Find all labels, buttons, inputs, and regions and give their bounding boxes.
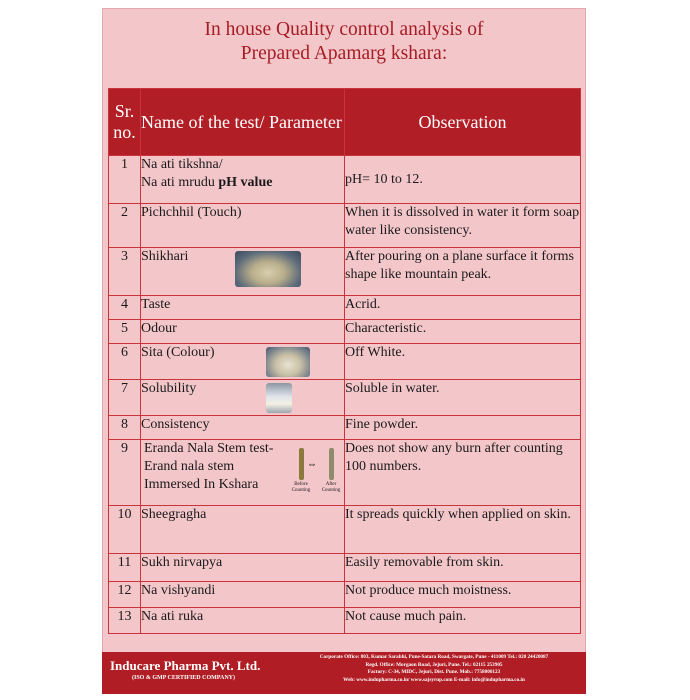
test-name: Na vishyandi	[141, 582, 345, 608]
title-line-1: In house Quality control analysis of	[204, 19, 484, 40]
row-number: 1	[109, 156, 141, 204]
table-row	[109, 554, 581, 582]
row-number: 8	[109, 416, 141, 440]
table-row	[109, 204, 581, 248]
observation: After pouring on a plane surface it forms shape like mountain peak.	[345, 248, 581, 296]
after-caption: After Counting	[321, 482, 341, 493]
test-name: Na ati ruka	[141, 608, 345, 634]
observation: Easily removable from skin.	[345, 554, 581, 582]
observation: Not produce much moistness.	[345, 582, 581, 608]
test-name: Taste	[141, 296, 345, 320]
observation: Characteristic.	[345, 320, 581, 344]
test-name-label: Solubility	[141, 381, 197, 396]
test-name	[141, 248, 345, 296]
row-number: 13	[109, 608, 141, 634]
row-number: 9	[109, 440, 141, 506]
test-name-line: Na ati tikshna/	[141, 157, 223, 172]
row-number: 12	[109, 582, 141, 608]
test-name: Pichchhil (Touch)	[141, 204, 345, 248]
table-row	[109, 296, 581, 320]
shikhari-photo	[235, 251, 301, 287]
stem-before-image	[299, 448, 304, 480]
test-name-part: Na ati mrudu	[141, 175, 215, 190]
table-header-row	[109, 89, 581, 156]
ph-value-label: pH value	[218, 175, 273, 190]
observation: Does not show any burn after counting 100 numbers.	[345, 440, 581, 506]
row-number: 10	[109, 506, 141, 554]
observation: Fine powder.	[345, 416, 581, 440]
test-name-line-2	[141, 174, 344, 192]
row-number: 2	[109, 204, 141, 248]
table-row	[109, 248, 581, 296]
regd-office: Regd. Office: Morgaon Road, Jejuri, Pune. Tel.: 02115 253905	[365, 661, 503, 668]
test-name: Sheegragha	[141, 506, 345, 554]
test-name-label: Sita (Colour)	[141, 345, 215, 360]
factory-address: Factory: C-34, MIDC, Jejuri, Dist. Pune. Mob.: 7758000123	[367, 669, 501, 676]
row-number: 7	[109, 380, 141, 416]
row-number: 3	[109, 248, 141, 296]
table-row	[109, 344, 581, 380]
test-name: Sukh nirvapya	[141, 554, 345, 582]
test-name-label: Shikhari	[141, 249, 189, 264]
test-name	[141, 156, 345, 204]
row-number: 4	[109, 296, 141, 320]
test-name-line: Eranda Nala Stem test-	[144, 441, 274, 456]
company-name: Inducare Pharma Pvt. Ltd.	[110, 658, 261, 673]
test-name	[141, 344, 345, 380]
table-row	[109, 156, 581, 204]
header-name: Name of the test/ Parameter	[141, 89, 345, 156]
row-number: 11	[109, 554, 141, 582]
table-row	[109, 320, 581, 344]
observation: Acrid.	[345, 296, 581, 320]
observation: pH= 10 to 12.	[345, 156, 581, 204]
test-name: Odour	[141, 320, 345, 344]
corporate-office: Corporate Office: 803, Kumar Sarabhi, Pune-Satara Road, Swargate, Pune - 411009 Tel.: 020 24420087	[319, 654, 549, 660]
observation: Not cause much pain.	[345, 608, 581, 634]
test-name-line-2: Erand nala stem	[144, 459, 235, 474]
footer	[102, 652, 586, 694]
web-email: Web: www.indupharma.co.in/ www.sajsyrup.com E-mail: info@indupharma.co.in	[343, 676, 525, 683]
qc-table	[108, 88, 581, 634]
sita-colour-photo	[266, 347, 310, 377]
row-number: 5	[109, 320, 141, 344]
test-name	[141, 440, 345, 506]
solubility-photo	[266, 383, 292, 413]
table-row	[109, 416, 581, 440]
header-observation: Observation	[345, 89, 581, 156]
observation: Soluble in water.	[345, 380, 581, 416]
before-caption: Before Counting	[291, 482, 311, 493]
observation: Off White.	[345, 344, 581, 380]
stem-after-image	[329, 448, 334, 480]
poster	[102, 8, 586, 694]
table-row	[109, 440, 581, 506]
table-row	[109, 380, 581, 416]
observation: When it is dissolved in water it form soap water like consistency.	[345, 204, 581, 248]
table-row	[109, 608, 581, 634]
certification-note: (ISO & GMP CERTIFIED COMPANY)	[132, 675, 236, 681]
row-number: 6	[109, 344, 141, 380]
observation: It spreads quickly when applied on skin.	[345, 506, 581, 554]
page-title	[102, 18, 586, 66]
table-row	[109, 582, 581, 608]
test-name	[141, 380, 345, 416]
test-name: Consistency	[141, 416, 345, 440]
test-name-line-3: Immersed In Kshara	[144, 477, 259, 492]
arrow-icon: ⇔	[307, 459, 317, 470]
table-row	[109, 506, 581, 554]
header-srno: Sr. no.	[109, 89, 141, 156]
title-line-2: Prepared Apamarg kshara:	[240, 43, 448, 64]
address-block	[286, 654, 582, 684]
